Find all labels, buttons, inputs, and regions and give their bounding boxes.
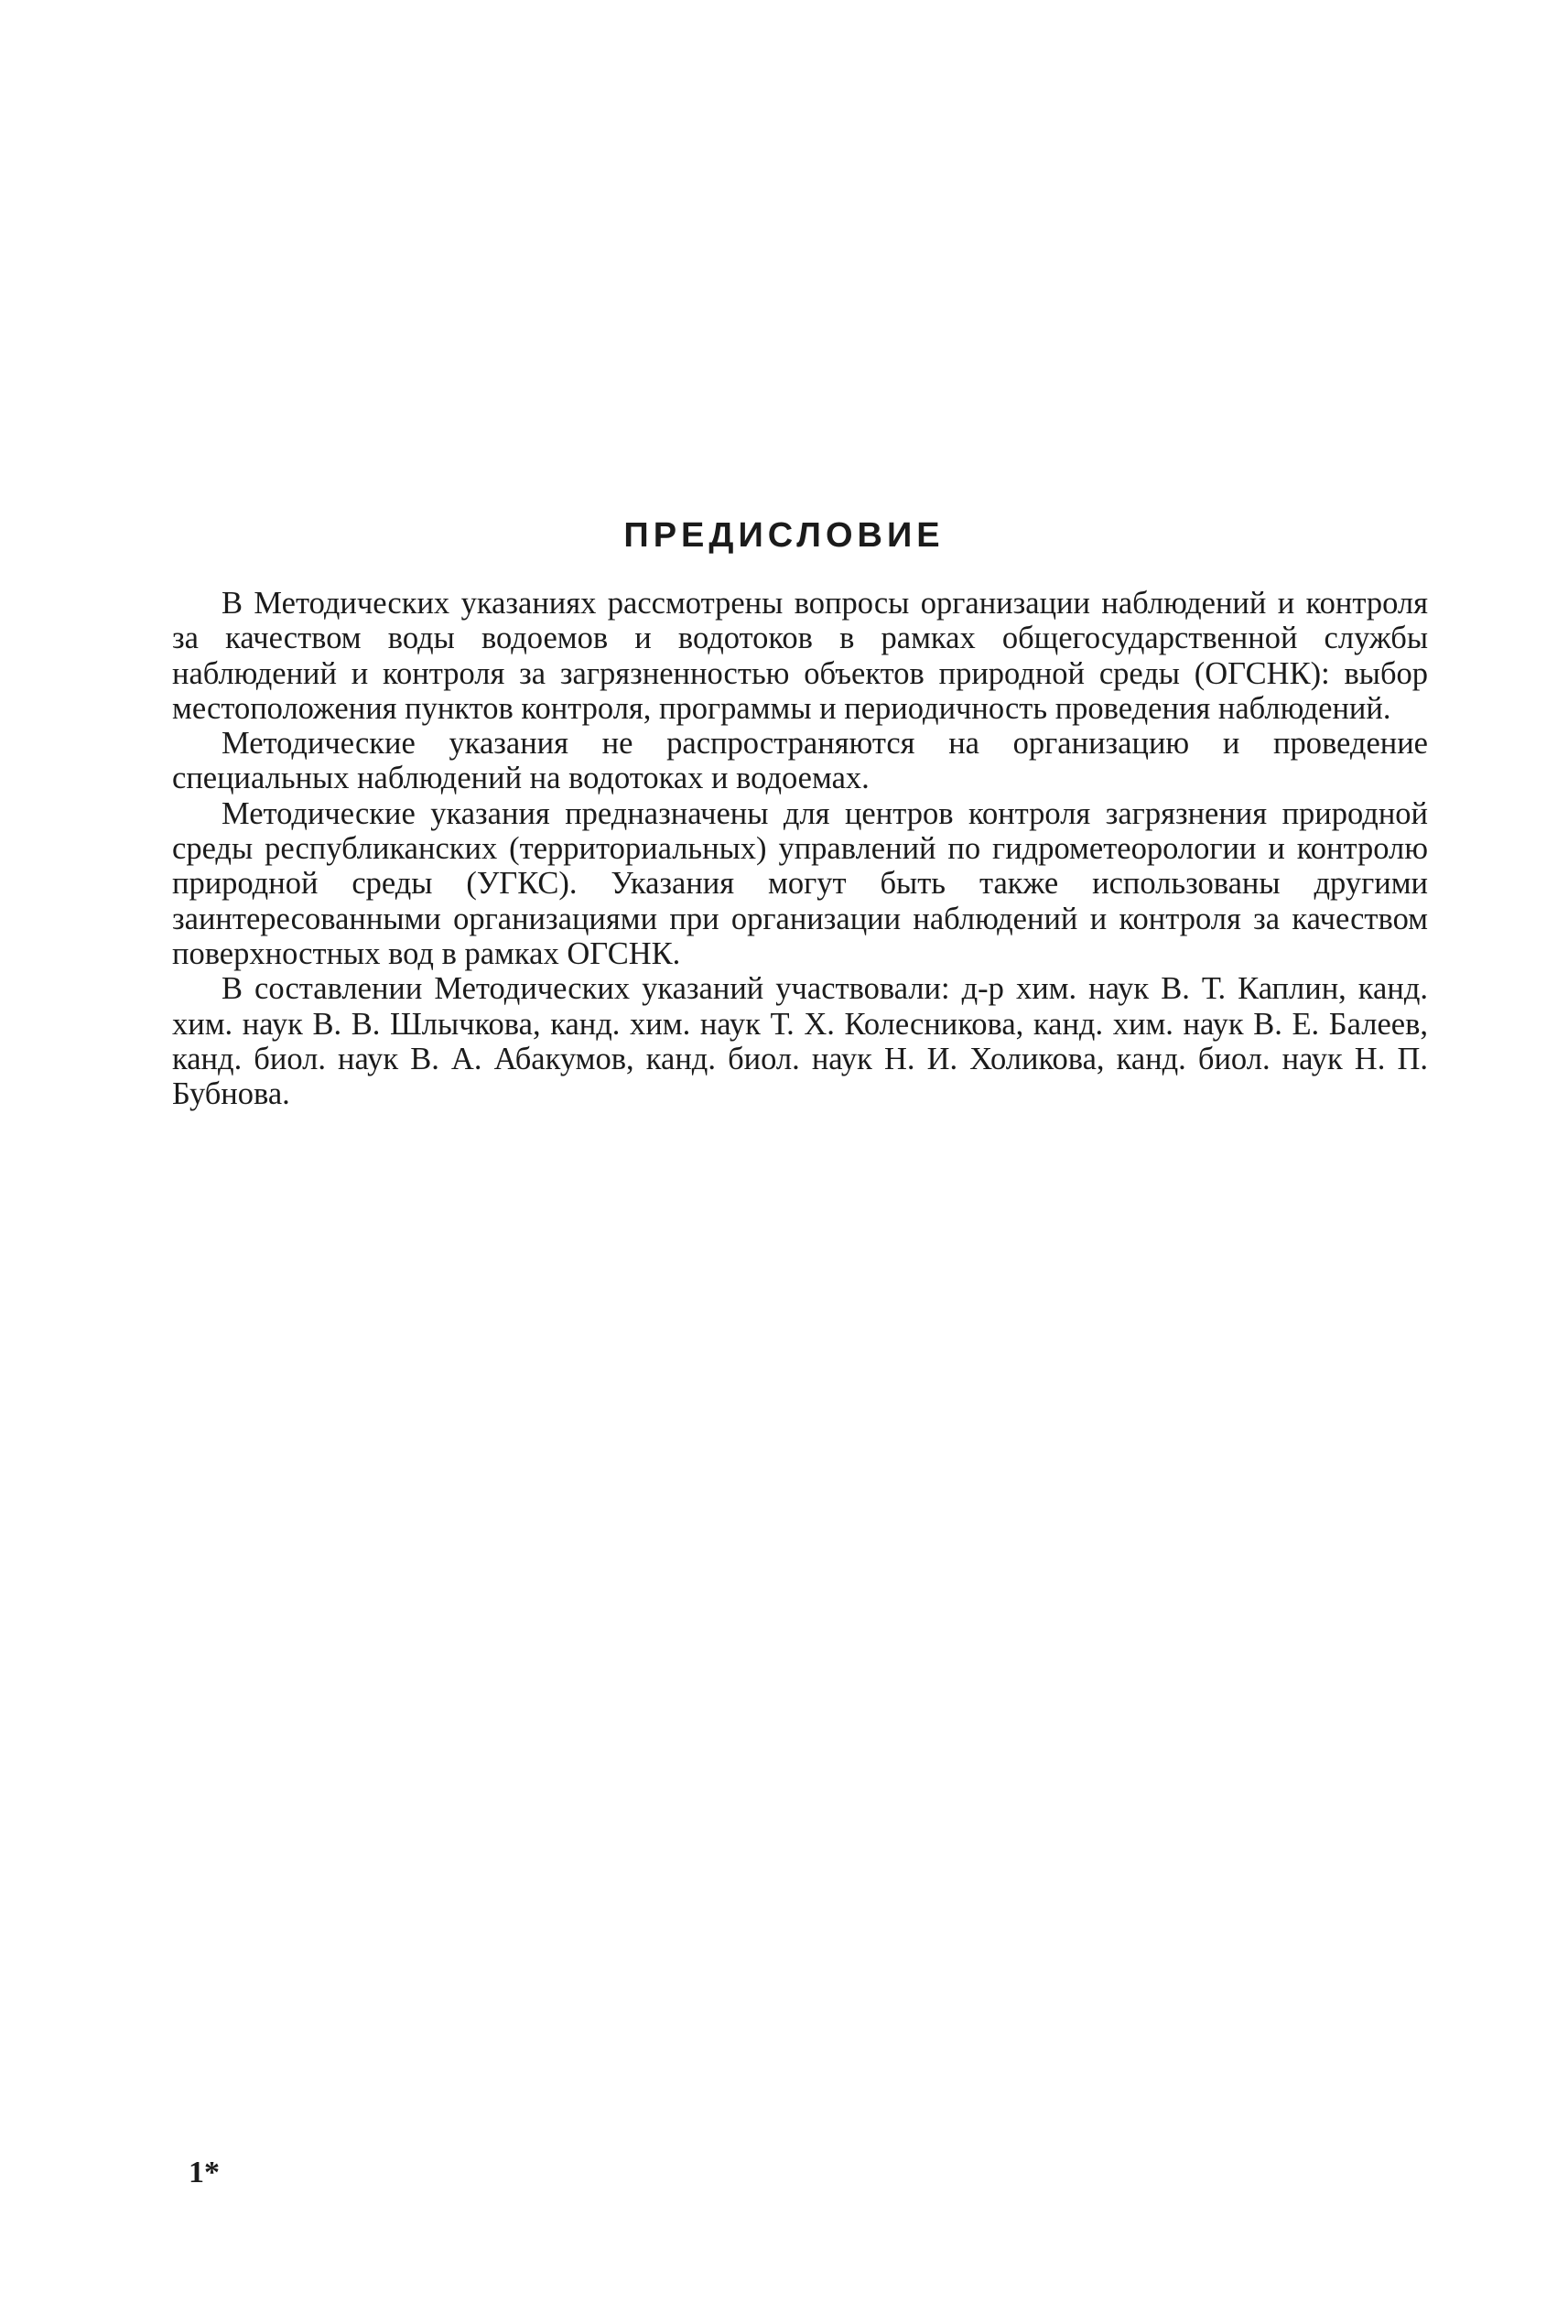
paragraph-authors: В составлении Методических указаний участвовали: д-р хим. наук В. Т. Каплин, канд. хим. наук В. В. Шлычкова, канд. хим. наук Т. Х. Колесникова, канд. хим. наук В. Е. Балеев, канд. биол. наук В. А. Абакумов, канд. биол. наук Н. И. Холикова, канд. биол. наук Н. П. Бубнова. bbox=[172, 971, 1428, 1112]
paragraph-exclusion: Методические указания не распространяются на организацию и проведение специальных наблюдений на водотоках и водоемах. bbox=[172, 726, 1428, 796]
paragraph-audience: Методические указания предназначены для центров контроля загрязнения природной среды республиканских (территориальных) управлений по гидрометеорологии и контролю природной среды (УГКС). Указания могут быть также использованы другими заинтересованными организациями при организации наблюдений и контроля за качеством поверхностных вод в рамках ОГСНК. bbox=[172, 795, 1428, 971]
signature-mark: 1* bbox=[189, 2156, 220, 2189]
paragraph-scope: В Методических указаниях рассмотрены вопросы организации наблюдений и контроля за качеством воды водоемов и водотоков в рамках общегосударственной службы наблюдений и контроля за загрязненностью объектов природной среды (ОГСНК): выбор местоположения пунктов контроля, программы и периодичность проведения наблюдений. bbox=[172, 586, 1428, 726]
page-title: ПРЕДИСЛОВИЕ bbox=[623, 516, 945, 555]
preface-body bbox=[172, 586, 1428, 1111]
